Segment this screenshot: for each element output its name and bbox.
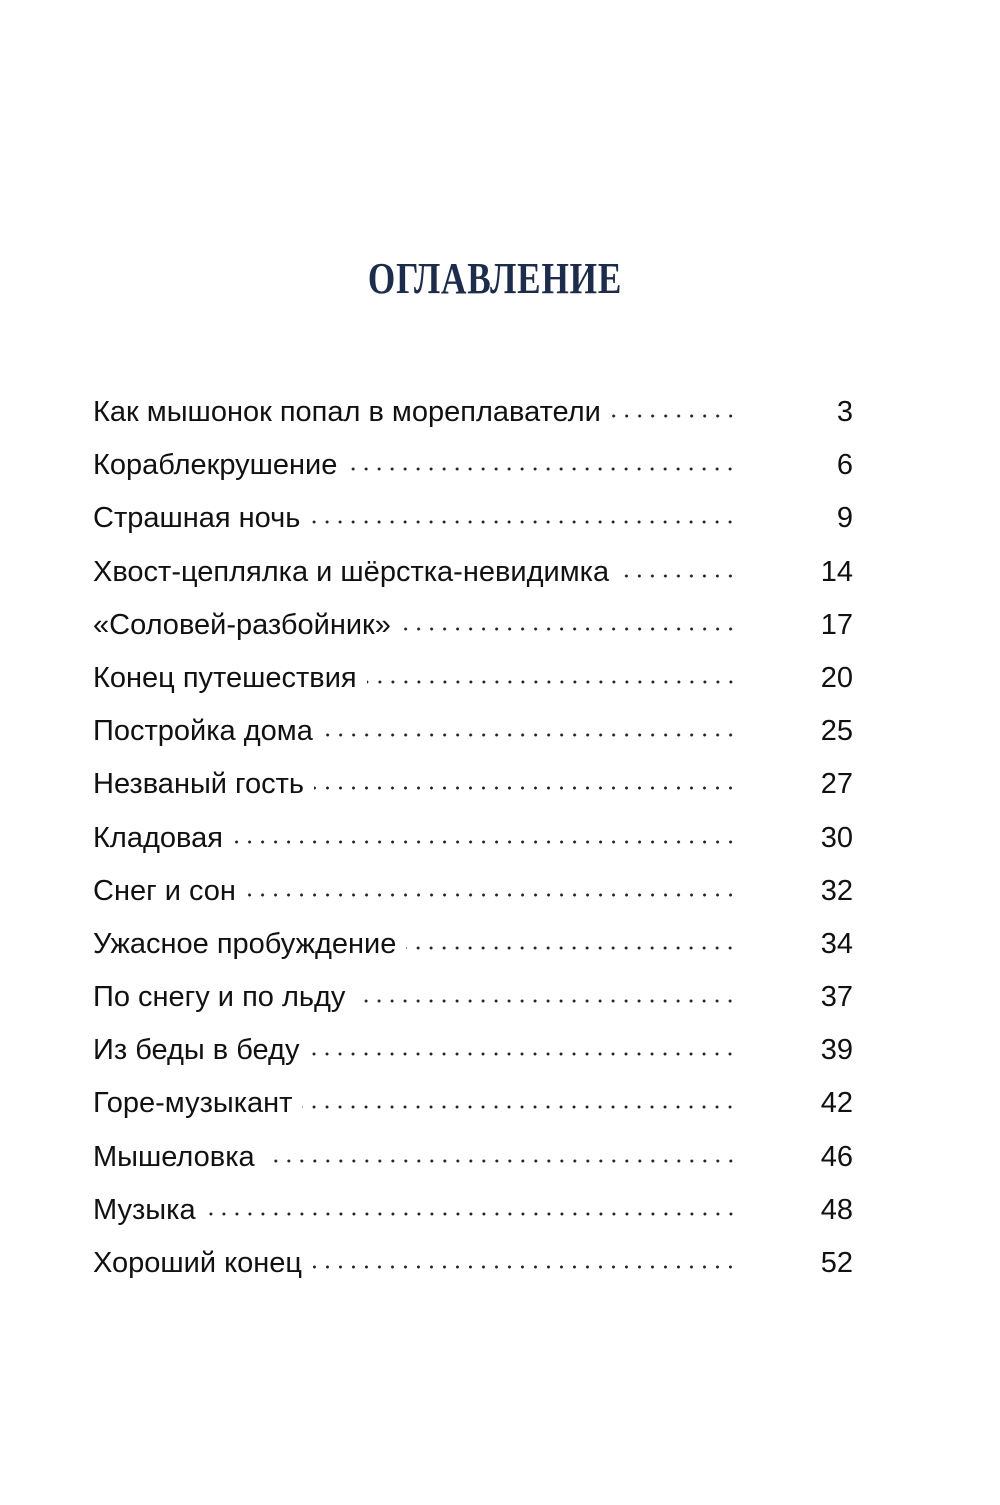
toc-entry [93, 653, 853, 706]
dot-leader [314, 786, 737, 790]
toc-entry [93, 1132, 853, 1185]
toc-entry-page: 46 [820, 1140, 853, 1173]
dot-leader [355, 999, 737, 1003]
dot-leader [302, 1105, 737, 1109]
table-of-contents [93, 387, 853, 1291]
toc-entry-page: 3 [836, 396, 853, 428]
toc-entry-title: Кладовая [93, 821, 223, 854]
dot-leader [367, 680, 737, 684]
toc-entry-page: 48 [820, 1193, 853, 1226]
toc-entry-title: Мышеловка [93, 1140, 255, 1173]
toc-entry-title: Хвост-цеплялка и шёрстка-невидимка [93, 555, 610, 588]
toc-entry-title: Незваный гость [93, 768, 305, 801]
toc-entry [93, 440, 853, 493]
toc-entry [93, 547, 853, 600]
toc-entry [93, 813, 853, 866]
toc-entry [93, 706, 853, 759]
toc-entry-page: 32 [820, 874, 853, 907]
toc-entry-page: 39 [820, 1034, 853, 1067]
toc-entry [93, 387, 853, 440]
dot-leader [401, 627, 737, 631]
dot-leader [323, 733, 737, 737]
dot-leader [206, 1212, 737, 1216]
toc-entry-page: 17 [820, 608, 853, 641]
toc-entry [93, 1025, 853, 1078]
toc-entry-page: 34 [820, 927, 853, 960]
dot-leader [611, 414, 737, 418]
toc-entry [93, 919, 853, 972]
toc-entry-page: 20 [820, 661, 853, 694]
dot-leader [406, 946, 737, 950]
toc-entry-title: Снег и сон [93, 874, 236, 907]
toc-entry-title: Музыка [93, 1193, 196, 1226]
dot-leader [309, 1052, 737, 1056]
toc-entry-page: 37 [820, 981, 853, 1014]
dot-leader [233, 840, 737, 844]
toc-entry-page: 9 [836, 502, 853, 535]
toc-entry [93, 1238, 853, 1291]
toc-entry-page: 52 [820, 1247, 853, 1279]
toc-entry [93, 972, 853, 1025]
toc-entry-page: 27 [820, 768, 853, 801]
toc-entry [93, 759, 853, 812]
toc-entry [93, 1185, 853, 1238]
toc-entry-title: «Соловей-разбойник» [93, 608, 391, 641]
toc-entry [93, 493, 853, 546]
toc-entry [93, 600, 853, 653]
dot-leader [246, 893, 737, 897]
toc-entry-page: 6 [836, 449, 853, 482]
toc-entry-title: По снегу и по льду [93, 981, 346, 1014]
toc-entry-page: 42 [820, 1087, 853, 1120]
toc-entry-title: Как мышонок попал в мореплаватели [93, 396, 601, 428]
dot-leader [310, 520, 737, 524]
dot-leader [619, 574, 737, 578]
toc-entry-page: 30 [820, 821, 853, 854]
toc-entry-title: Хороший конец [93, 1247, 303, 1279]
dot-leader [265, 1159, 737, 1163]
toc-entry-title: Страшная ночь [93, 502, 301, 535]
toc-entry-title: Горе-музыкант [93, 1087, 293, 1120]
toc-entry [93, 866, 853, 919]
toc-entry-title: Кораблекрушение [93, 449, 338, 482]
toc-entry [93, 1078, 853, 1131]
dot-leader [347, 467, 737, 471]
toc-entry-title: Ужасное пробуждение [93, 927, 397, 960]
toc-entry-title: Постройка дома [93, 715, 313, 748]
toc-entry-page: 25 [820, 715, 853, 748]
page-title: ОГЛАВЛЕНИЕ [367, 254, 623, 303]
toc-entry-page: 14 [820, 555, 853, 588]
toc-entry-title: Конец путешествия [93, 661, 357, 694]
dot-leader [312, 1265, 737, 1269]
toc-entry-title: Из беды в беду [93, 1034, 300, 1067]
